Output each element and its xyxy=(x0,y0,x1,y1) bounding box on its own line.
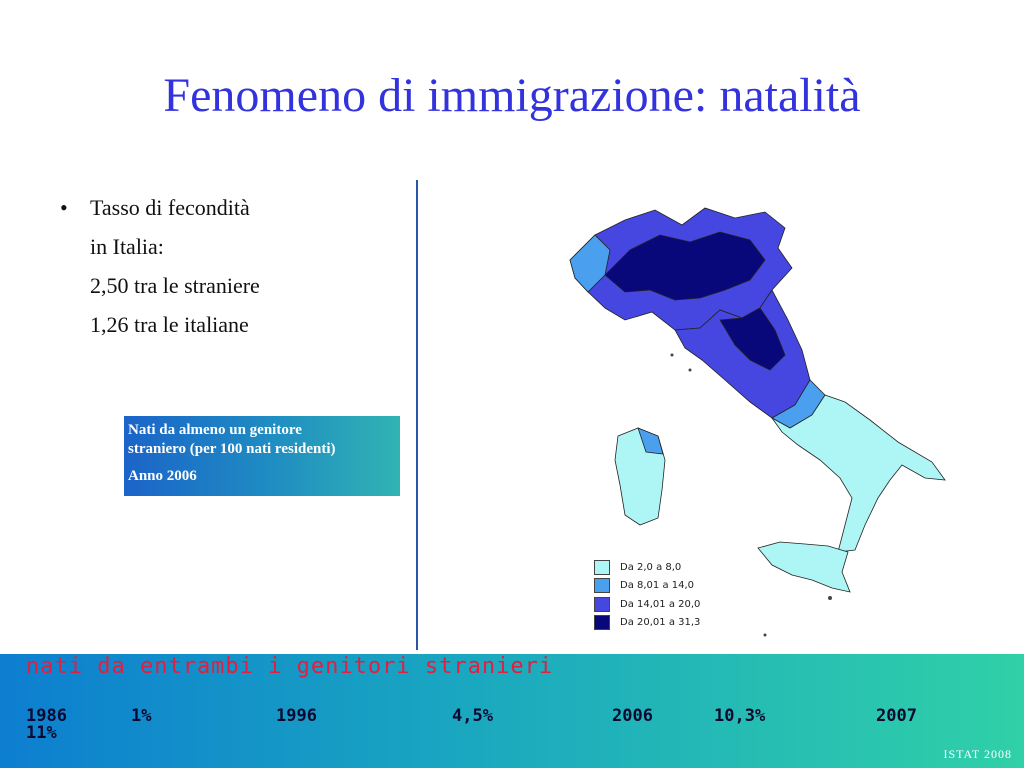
stat-value-1986: 1% xyxy=(131,706,152,726)
legend-label: Da 2,0 a 8,0 xyxy=(620,561,682,573)
band-title: nati da entrambi i genitori stranieri xyxy=(26,654,554,679)
bottom-info-band xyxy=(0,654,1024,768)
bullet-list xyxy=(60,188,260,344)
stat-value-1996: 4,5% xyxy=(452,706,493,726)
island-dot xyxy=(689,369,692,372)
stat-year-1986: 1986 xyxy=(26,706,67,726)
legend-item xyxy=(594,558,700,577)
map-caption-box xyxy=(124,416,400,496)
stat-value-2007: 11% xyxy=(26,723,57,743)
bullet-line-3: 2,50 tra le straniere xyxy=(90,273,260,298)
legend-swatch xyxy=(594,578,610,593)
divider-line xyxy=(416,180,418,650)
stat-value-2006: 10,3% xyxy=(714,706,766,726)
legend-label: Da 8,01 a 14,0 xyxy=(620,580,695,592)
stat-year-2006: 2006 xyxy=(612,706,653,726)
bullet-line-4: 1,26 tra le italiane xyxy=(90,312,249,337)
legend-swatch xyxy=(594,560,610,575)
caption-year: Anno 2006 xyxy=(128,468,197,484)
caption-line-1: Nati da almeno un genitore xyxy=(128,422,302,438)
stat-year-2007: 2007 xyxy=(876,706,917,726)
stat-year-1996: 1996 xyxy=(276,706,317,726)
legend-item xyxy=(594,614,700,633)
legend-label: Da 20,01 a 31,3 xyxy=(620,617,701,629)
island-dot xyxy=(671,354,674,357)
map-legend xyxy=(594,558,700,632)
bullet-line-1: Tasso di fecondità xyxy=(90,195,250,220)
bullet-line-2: in Italia: xyxy=(90,234,164,259)
legend-item xyxy=(594,577,700,596)
bullet-dot: • xyxy=(60,195,68,220)
legend-swatch xyxy=(594,615,610,630)
caption-line-2: straniero (per 100 nati residenti) xyxy=(128,441,336,457)
slide-title: Fenomeno di immigrazione: natalità xyxy=(163,69,861,122)
island-dot xyxy=(828,596,832,600)
legend-swatch xyxy=(594,597,610,612)
legend-item xyxy=(594,595,700,614)
island-dot xyxy=(764,634,767,637)
map-region-sicily xyxy=(758,542,850,592)
legend-label: Da 14,01 a 20,0 xyxy=(620,598,701,610)
source-label: ISTAT 2008 xyxy=(943,747,1012,761)
